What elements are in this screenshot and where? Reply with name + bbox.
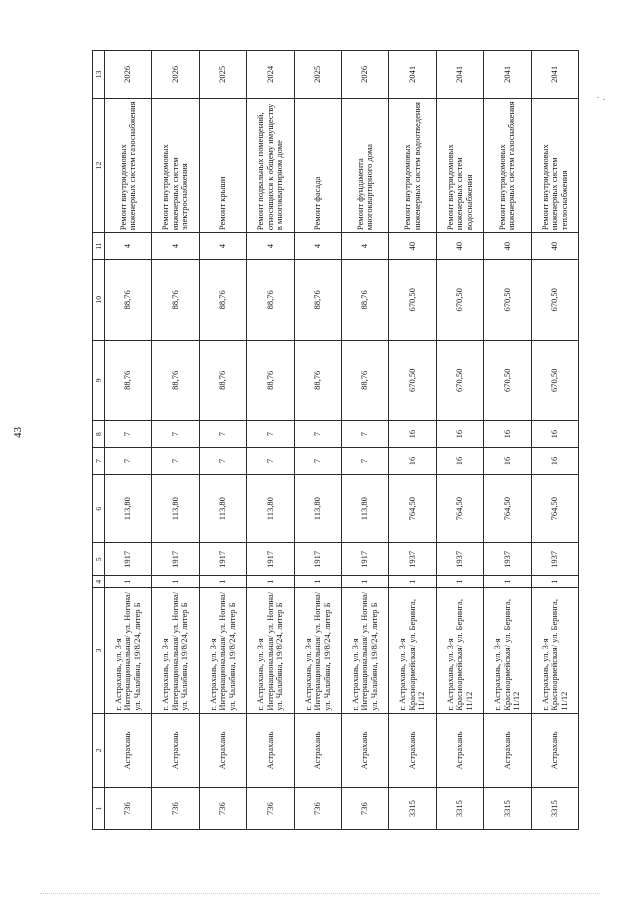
column-number-cell: 13 <box>93 51 105 99</box>
table-row <box>199 51 246 830</box>
column-number-cell: 5 <box>93 543 105 576</box>
table-cell: 16 <box>484 421 531 448</box>
table-row <box>105 51 152 830</box>
table-cell: 1937 <box>484 543 531 576</box>
table-cell: 16 <box>436 421 483 448</box>
table-cell: 2041 <box>389 51 436 99</box>
table-cell: 88,76 <box>105 340 152 421</box>
table-cell: 88,76 <box>105 259 152 340</box>
table-cell: 670,50 <box>389 259 436 340</box>
table-cell: 7 <box>294 448 341 475</box>
table-cell: 2041 <box>436 51 483 99</box>
table-row <box>152 51 199 830</box>
table-cell: 88,76 <box>199 259 246 340</box>
table-cell: г. Астрахань, ул. 3-я Интернациональная/ ул. Ногина/ ул. Чалабяна, 19/8/24, литер Б <box>341 588 388 713</box>
table-cell: 7 <box>105 421 152 448</box>
table-cell: 16 <box>531 421 578 448</box>
table-cell: 1917 <box>247 543 294 576</box>
table-cell: г. Астрахань, ул. 3-я Интернациональная/ ул. Ногина/ ул. Чалабяна, 19/8/24, литер Б <box>105 588 152 713</box>
table-cell: 113,80 <box>105 474 152 543</box>
table-cell: Астрахань <box>436 713 483 788</box>
table-cell: 113,80 <box>341 474 388 543</box>
table-cell: 7 <box>152 421 199 448</box>
table-cell: 16 <box>484 448 531 475</box>
table-cell: Ремонт фасада <box>294 98 341 232</box>
table-cell: г. Астрахань, ул. 3-я Красноармейская/ ул. Беринга, 11/12 <box>531 588 578 713</box>
table-cell: 1937 <box>436 543 483 576</box>
table-cell: 2041 <box>484 51 531 99</box>
table-cell: Ремонт крыши <box>199 98 246 232</box>
table-cell: 670,50 <box>531 340 578 421</box>
table-cell: 16 <box>531 448 578 475</box>
table-cell: 4 <box>152 233 199 260</box>
table-cell: 88,76 <box>294 259 341 340</box>
table-cell: 88,76 <box>247 340 294 421</box>
table-cell: г. Астрахань, ул. 3-я Красноармейская/ ул. Беринга, 11/12 <box>436 588 483 713</box>
table-cell: Ремонт внутридомовых инженерных систем газоснабжения <box>105 98 152 232</box>
table-cell: 670,50 <box>436 340 483 421</box>
table-cell: 2025 <box>199 51 246 99</box>
column-number-cell: 9 <box>93 340 105 421</box>
table-cell: 16 <box>389 421 436 448</box>
table-cell: Астрахань <box>294 713 341 788</box>
table-cell: Астрахань <box>531 713 578 788</box>
table-cell: 3315 <box>484 788 531 830</box>
table-cell: 2024 <box>247 51 294 99</box>
table-cell: 4 <box>247 233 294 260</box>
table-cell: 4 <box>199 233 246 260</box>
column-number-cell: 11 <box>93 233 105 260</box>
table-cell: 1 <box>389 576 436 588</box>
table-cell: 40 <box>389 233 436 260</box>
column-number-cell: 8 <box>93 421 105 448</box>
table-row <box>389 51 436 830</box>
table-cell: 4 <box>294 233 341 260</box>
column-number-cell: 2 <box>93 713 105 788</box>
table-cell: Ремонт фундамента многоквартирного дома <box>341 98 388 232</box>
table-cell: 1 <box>247 576 294 588</box>
table-row <box>341 51 388 830</box>
table-cell: 1 <box>341 576 388 588</box>
table-cell: 113,80 <box>152 474 199 543</box>
table-cell: 1917 <box>341 543 388 576</box>
table-cell: 88,76 <box>341 340 388 421</box>
table-cell: 7 <box>294 421 341 448</box>
table-cell: 7 <box>199 448 246 475</box>
scan-border-line <box>40 893 600 895</box>
table-cell: Астрахань <box>484 713 531 788</box>
table-cell: г. Астрахань, ул. 3-я Интернациональная/ ул. Ногина/ ул. Чалабяна, 19/8/24, литер Б <box>152 588 199 713</box>
table-cell: 40 <box>531 233 578 260</box>
table-cell: 4 <box>105 233 152 260</box>
table-cell: 88,76 <box>152 259 199 340</box>
table-cell: Ремонт внутридомовых инженерных систем электроснабжения <box>152 98 199 232</box>
table-cell: 670,50 <box>484 340 531 421</box>
table-row <box>484 51 531 830</box>
table-cell: 40 <box>484 233 531 260</box>
table-cell: 1 <box>531 576 578 588</box>
table-cell: 1917 <box>105 543 152 576</box>
registry-table-rotated <box>92 50 579 830</box>
table-cell: 1 <box>436 576 483 588</box>
table-cell: 736 <box>341 788 388 830</box>
table-cell: Астрахань <box>152 713 199 788</box>
column-number-cell: 7 <box>93 448 105 475</box>
table-row <box>294 51 341 830</box>
table-cell: 2026 <box>152 51 199 99</box>
table-cell: г. Астрахань, ул. 3-я Красноармейская/ ул. Беринга, 11/12 <box>389 588 436 713</box>
table-cell: 113,80 <box>247 474 294 543</box>
table-cell: 16 <box>436 448 483 475</box>
table-cell: г. Астрахань, ул. 3-я Красноармейская/ ул. Беринга, 11/12 <box>484 588 531 713</box>
table-cell: 1 <box>105 576 152 588</box>
table-cell: 2025 <box>294 51 341 99</box>
table-cell: 88,76 <box>199 340 246 421</box>
table-cell: 764,50 <box>531 474 578 543</box>
table-cell: г. Астрахань, ул. 3-я Интернациональная/ ул. Ногина/ ул. Чалабяна, 19/8/24, литер Б <box>247 588 294 713</box>
table-cell: Ремонт внутридомовых инженерных систем теплоснабжения <box>531 98 578 232</box>
table-cell: Астрахань <box>389 713 436 788</box>
table-cell: 7 <box>341 421 388 448</box>
column-number-cell: 3 <box>93 588 105 713</box>
scan-speck <box>603 99 605 100</box>
table-cell: 1917 <box>199 543 246 576</box>
table-cell: Ремонт внутридомовых инженерных систем водоснабжения <box>436 98 483 232</box>
table-cell: 1917 <box>152 543 199 576</box>
table-cell: 7 <box>105 448 152 475</box>
registry-table-body <box>93 51 579 830</box>
table-cell: 1937 <box>389 543 436 576</box>
table-cell: 670,50 <box>389 340 436 421</box>
column-number-cell: 10 <box>93 259 105 340</box>
table-cell: 88,76 <box>247 259 294 340</box>
page-number: 43 <box>12 427 24 438</box>
table-cell: 1 <box>152 576 199 588</box>
table-cell: 113,80 <box>294 474 341 543</box>
table-cell: 1 <box>484 576 531 588</box>
table-cell: 88,76 <box>294 340 341 421</box>
table-cell: 3315 <box>436 788 483 830</box>
registry-table <box>92 50 579 830</box>
table-cell: 736 <box>105 788 152 830</box>
table-cell: 670,50 <box>436 259 483 340</box>
column-number-cell: 1 <box>93 788 105 830</box>
table-cell: Ремонт внутридомовых инженерных систем водоотведения <box>389 98 436 232</box>
table-cell: 764,50 <box>436 474 483 543</box>
table-cell: 670,50 <box>484 259 531 340</box>
table-cell: 40 <box>436 233 483 260</box>
table-cell: 7 <box>199 421 246 448</box>
table-cell: 2026 <box>341 51 388 99</box>
table-cell: 3315 <box>531 788 578 830</box>
table-cell: 670,50 <box>531 259 578 340</box>
table-cell: 4 <box>341 233 388 260</box>
column-number-cell: 6 <box>93 474 105 543</box>
table-cell: 1937 <box>531 543 578 576</box>
table-cell: г. Астрахань, ул. 3-я Интернациональная/ ул. Ногина/ ул. Чалабяна, 19/8/24, литер Б <box>199 588 246 713</box>
table-cell: 88,76 <box>341 259 388 340</box>
scan-speck <box>597 97 599 98</box>
table-cell: Астрахань <box>199 713 246 788</box>
table-cell: 736 <box>199 788 246 830</box>
table-cell: 736 <box>152 788 199 830</box>
table-cell: 16 <box>389 448 436 475</box>
table-cell: 2026 <box>105 51 152 99</box>
table-cell: Астрахань <box>105 713 152 788</box>
column-number-cell: 12 <box>93 98 105 232</box>
table-cell: 3315 <box>389 788 436 830</box>
table-row <box>436 51 483 830</box>
table-cell: 1 <box>294 576 341 588</box>
table-cell: 1917 <box>294 543 341 576</box>
table-row <box>247 51 294 830</box>
table-cell: 764,50 <box>484 474 531 543</box>
table-cell: 7 <box>341 448 388 475</box>
table-cell: 764,50 <box>389 474 436 543</box>
table-cell: 736 <box>247 788 294 830</box>
table-cell: 2041 <box>531 51 578 99</box>
table-header-row <box>93 51 105 830</box>
table-cell: 7 <box>152 448 199 475</box>
table-cell: г. Астрахань, ул. 3-я Интернациональная/ ул. Ногина/ ул. Чалабяна, 19/8/24, литер Б <box>294 588 341 713</box>
table-cell: 7 <box>247 421 294 448</box>
column-number-cell: 4 <box>93 576 105 588</box>
table-cell: 7 <box>247 448 294 475</box>
table-cell: Ремонт подвальных помещений, относящихся к общему имуществу в многоквартирном доме <box>247 98 294 232</box>
table-row <box>531 51 578 830</box>
table-cell: Астрахань <box>341 713 388 788</box>
table-cell: Астрахань <box>247 713 294 788</box>
table-cell: Ремонт внутридомовых инженерных систем газоснабжения <box>484 98 531 232</box>
table-cell: 1 <box>199 576 246 588</box>
table-cell: 736 <box>294 788 341 830</box>
table-cell: 113,80 <box>199 474 246 543</box>
table-cell: 88,76 <box>152 340 199 421</box>
